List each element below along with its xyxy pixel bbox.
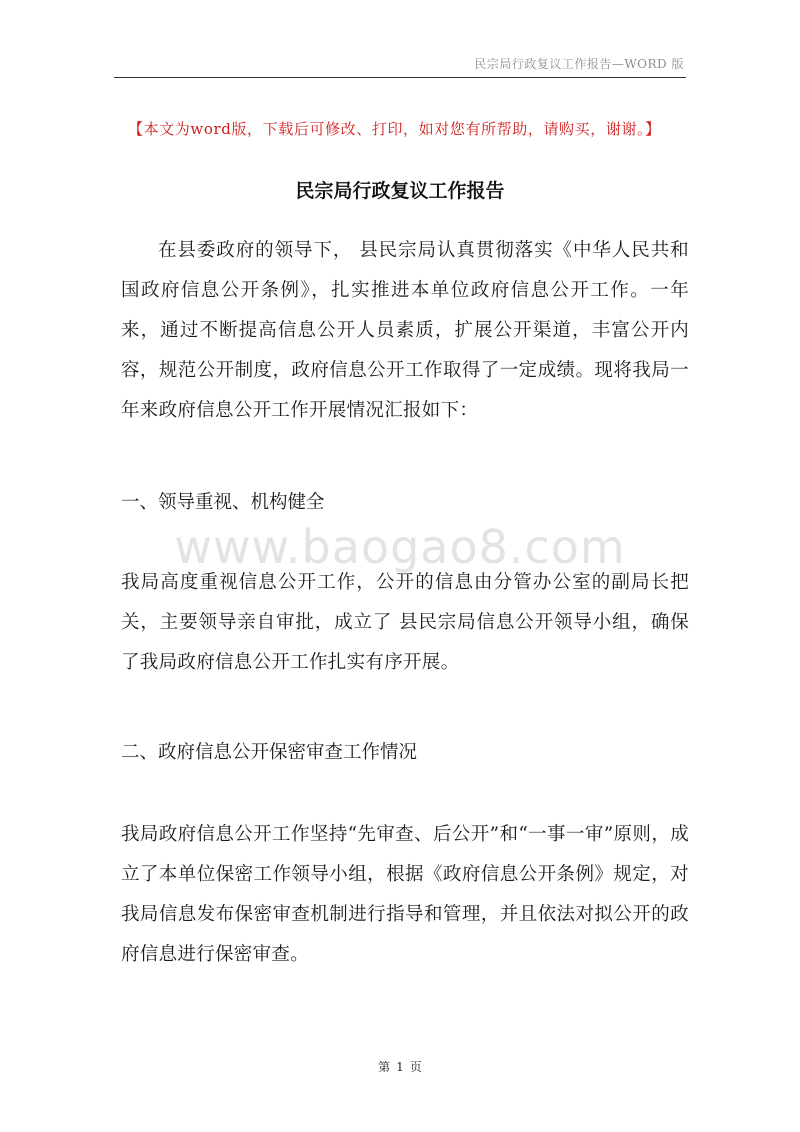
page-footer — [0, 1058, 800, 1075]
purchase-notice: 【本文为word版，下载后可修改、打印，如对您有所帮助，请购买，谢谢。】 — [128, 120, 661, 138]
document-title: 民宗局行政复议工作报告 — [295, 180, 505, 202]
section-1-heading: 一、领导重视、机构健全 — [121, 492, 325, 513]
section-1-body: 我局高度重视信息公开工作，公开的信息由分管办公室的副局长把关，主要领导亲自审批，成立了 县民宗局信息公开领导小组，确保了我局政府信息公开工作扎实有序开展。 — [121, 572, 689, 673]
header-divider — [114, 77, 686, 78]
intro-paragraph: 在县委政府的领导下， 县民宗局认真贯彻落实《中华人民共和国政府信息公开条例》，扎实推进本单位政府信息公开工作。一年来，通过不断提高信息公开人员素质，扩展公开渠道，丰富公开内容，规范公开制度，政府信息公开工作取得了一定成绩。现将我局一年来政府信息公开工作开展情况汇报如下： — [121, 240, 689, 421]
watermark: www.baogao8.com — [174, 520, 626, 574]
page-number: 1 — [396, 1060, 404, 1074]
section-2-heading: 二、政府信息公开保密审查工作情况 — [121, 742, 418, 763]
running-header-title: 民宗局行政复议工作报告—WORD 版 — [474, 57, 684, 71]
footer-prefix: 第 — [378, 1060, 391, 1074]
footer-suffix: 页 — [409, 1060, 422, 1074]
section-2-body: 我局政府信息公开工作坚持“先审查、后公开”和“一事一审”原则，成立了本单位保密工作领导小组，根据《政府信息公开条例》规定，对我局信息发布保密审查机制进行指导和管理，并且依法对拟公开的政府信息进行保密审查。 — [121, 824, 689, 965]
